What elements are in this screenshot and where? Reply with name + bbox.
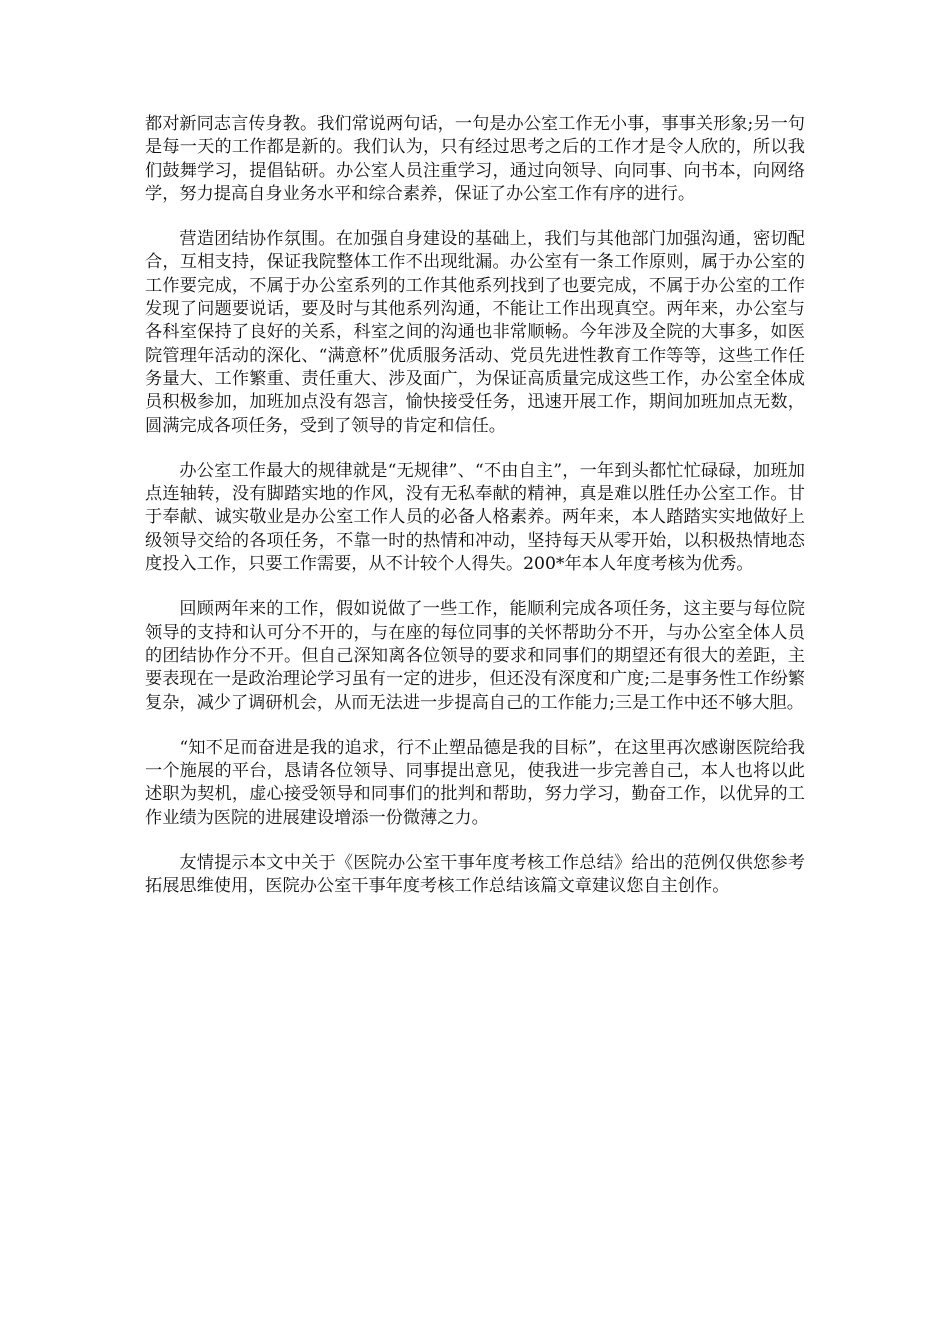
paragraph-4: 回顾两年来的工作，假如说做了一些工作，能顺利完成各项任务，这主要与每位院领导的支持和认可分不开的，与在座的每位同事的关怀帮助分不开，与办公室全体人员的团结协作分不开。但自己深知离各位领导的要求和同事们的期望还有很大的差距，主要表现在一是政治理论学习虽有一定的进步，但还没有深度和广度;二是事务性工作纷繁复杂，减少了调研机会，从而无法进一步提高自己的工作能力;三是工作中还不够大胆。 xyxy=(145,599,805,713)
paragraph-2: 营造团结协作氛围。在加强自身建设的基础上，我们与其他部门加强沟通，密切配合，互相支持，保证我院整体工作不出现纰漏。办公室有一条工作原则，属于办公室的工作要完成，不属于办公室系列的工作其他系列找到了也要完成，不属于办公室的工作发现了问题要说话，要及时与其他系列沟通，不能让工作出现真空。两年来，办公室与各科室保持了良好的关系，科室之间的沟通也非常顺畅。今年涉及全院的大事多，如医院管理年活动的深化、“满意杯”优质服务活动、党员先进性教育工作等等，这些工作任务量大、工作繁重、责任重大、涉及面广，为保证高质量完成这些工作，办公室全体成员积极参加，加班加点没有怨言，愉快接受任务，迅速开展工作，期间加班加点无数，圆满完成各项任务，受到了领导的肯定和信任。 xyxy=(145,229,805,436)
document-body xyxy=(145,113,805,921)
paragraph-5: “知不足而奋进是我的追求，行不止塑品德是我的目标”，在这里再次感谢医院给我一个施展的平台，恳请各位领导、同事提出意见，使我进一步完善自己，本人也将以此述职为契机，虚心接受领导和同事们的批判和帮助，努力学习，勤奋工作，以优异的工作业绩为医院的进展建设增添一份微薄之力。 xyxy=(145,737,805,828)
paragraph-3: 办公室工作最大的规律就是“无规律”、“不由自主”，一年到头都忙忙碌碌，加班加点连轴转，没有脚踏实地的作风，没有无私奉献的精神，真是难以胜任办公室工作。甘于奉献、诚实敬业是办公室工作人员的必备人格素养。两年来，本人踏踏实实地做好上级领导交给的各项任务，不靠一时的热情和冲动，坚持每天从零开始，以积极热情地态度投入工作，只要工作需要，从不计较个人得失。200*年本人年度考核为优秀。 xyxy=(145,460,805,575)
paragraph-1: 都对新同志言传身教。我们常说两句话，一句是办公室工作无小事，事事关形象;另一句是每一天的工作都是新的。我们认为，只有经过思考之后的工作才是令人欣的，所以我们鼓舞学习，提倡钻研。办公室人员注重学习，通过向领导、向同事、向书本，向网络学，努力提高自身业务水平和综合素养，保证了办公室工作有序的进行。 xyxy=(145,114,805,204)
paragraph-6: 友情提示本文中关于《医院办公室干事年度考核工作总结》给出的范例仅供您参考拓展思维使用，医院办公室干事年度考核工作总结该篇文章建议您自主创作。 xyxy=(145,853,805,897)
